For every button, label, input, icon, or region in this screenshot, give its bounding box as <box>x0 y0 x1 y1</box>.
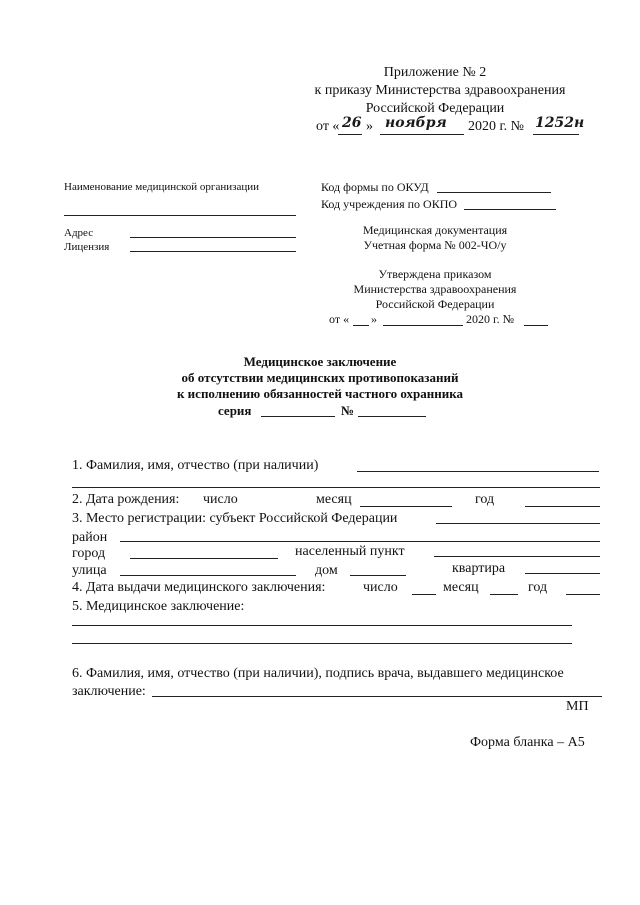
field-registration-label: 3. Место регистрации: субъект Российской Федерации <box>72 511 398 526</box>
birth-day-label: число <box>203 492 238 507</box>
form-number: Учетная форма № 002-ЧО/у <box>363 238 507 252</box>
full-name-line-1[interactable] <box>357 471 599 472</box>
district-label: район <box>72 530 108 545</box>
appendix-date-year: 2020 г. № <box>468 119 525 134</box>
conclusion-line-2[interactable] <box>72 643 572 644</box>
field-full-name-label: 1. Фамилия, имя, отчество (при наличии) <box>72 458 319 473</box>
street-label: улица <box>72 563 107 578</box>
appendix-date-mid: » <box>366 119 373 134</box>
approved-line1: Утверждена приказом <box>378 267 492 281</box>
field-issue-date-label: 4. Дата выдачи медицинского заключения: <box>72 580 326 595</box>
okud-label: Код формы по ОКУД <box>321 180 429 194</box>
appendix-line1: к приказу Министерства здравоохранения <box>314 83 566 98</box>
apartment-line[interactable] <box>525 573 600 574</box>
series-line <box>261 416 335 417</box>
settlement-label: населенный пункт <box>295 544 405 559</box>
doc-title-line2: об отсутствии медицинских противопоказаний <box>181 370 459 385</box>
region-line[interactable] <box>436 523 600 524</box>
appendix-date-month: ноября <box>385 115 447 131</box>
city-line[interactable] <box>130 558 278 559</box>
house-label: дом <box>315 563 338 578</box>
number-line <box>358 416 426 417</box>
settlement-line[interactable] <box>434 556 600 557</box>
issue-year-line[interactable] <box>566 594 600 595</box>
city-label: город <box>72 546 106 561</box>
appendix-date-number: 1252н <box>535 115 585 131</box>
conclusion-line-1[interactable] <box>72 625 572 626</box>
doc-title-line3: к исполнению обязанностей частного охранника <box>176 386 464 401</box>
org-name-label: Наименование медицинской организации <box>64 181 259 193</box>
approved-date-mid: » <box>371 312 377 326</box>
address-line <box>130 237 296 238</box>
doc-title-line1: Медицинское заключение <box>243 354 397 369</box>
series-label: серия <box>218 403 252 418</box>
birth-year-label: год <box>475 492 495 507</box>
house-line[interactable] <box>350 575 406 576</box>
doctor-signature-line[interactable] <box>152 696 602 697</box>
approved-date-prefix: от « <box>329 312 350 326</box>
okpo-line <box>464 209 556 210</box>
apartment-label: квартира <box>452 561 506 576</box>
field-doctor-label: 6. Фамилия, имя, отчество (при наличии), подпись врача, выдавшего медицинское <box>72 666 564 681</box>
field-birth-date-label: 2. Дата рождения: <box>72 492 180 507</box>
field-conclusion-label: 5. Медицинское заключение: <box>72 599 245 614</box>
issue-month-label: месяц <box>443 580 479 595</box>
okud-line <box>437 192 551 193</box>
birth-month-label: месяц <box>316 492 352 507</box>
approved-line2: Министерства здравоохранения <box>353 282 517 296</box>
approved-date-year: 2020 г. № <box>466 312 515 326</box>
full-name-line-2[interactable] <box>72 487 600 488</box>
issue-month-line[interactable] <box>490 594 518 595</box>
stamp-mark: МП <box>566 699 589 714</box>
district-line[interactable] <box>120 541 600 542</box>
license-label: Лицензия <box>64 241 110 253</box>
birth-year-line[interactable] <box>525 506 600 507</box>
number-label: № <box>341 403 355 418</box>
issue-day-label: число <box>363 580 398 595</box>
issue-year-label: год <box>528 580 548 595</box>
appendix-date-prefix: от « <box>316 119 340 134</box>
license-line <box>130 251 296 252</box>
birth-month-line[interactable] <box>360 506 452 507</box>
doc-type: Медицинская документация <box>362 223 508 237</box>
org-name-line <box>64 215 296 216</box>
form-size: Форма бланка – А5 <box>470 735 585 750</box>
address-label: Адрес <box>64 227 94 239</box>
appendix-date-day: 26 <box>342 115 362 131</box>
appendix-line2: Российской Федерации <box>365 101 505 116</box>
field-doctor-label-2: заключение: <box>72 684 146 699</box>
street-line[interactable] <box>120 575 296 576</box>
appendix-title: Приложение № 2 <box>383 65 487 80</box>
approved-line3: Российской Федерации <box>375 297 495 311</box>
issue-day-line[interactable] <box>412 594 436 595</box>
okpo-label: Код учреждения по ОКПО <box>321 197 458 211</box>
